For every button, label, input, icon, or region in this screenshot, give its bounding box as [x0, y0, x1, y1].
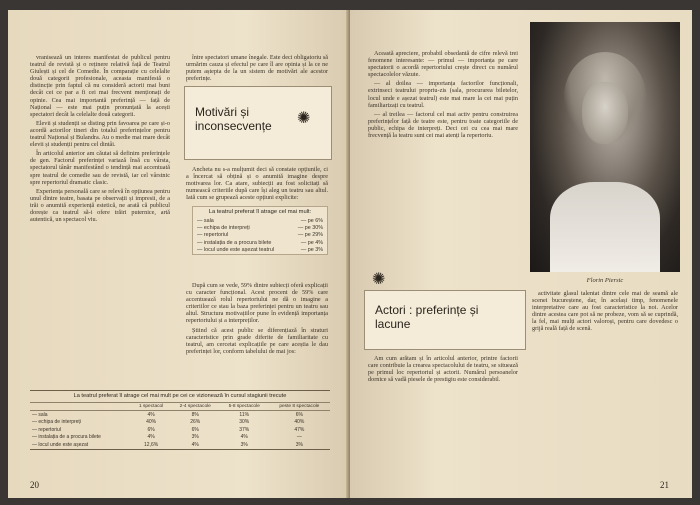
table-row: — echipa de interpreți 40% 26% 30% 40%: [32, 419, 305, 425]
paragraph: activitate glasul talentat dintre cele mai de seamă ale scenei bucureștene, dar, în același timp, fenomenele interpretative care au fost caracteristice la noi. Acelor dintre acestea care pot să ne probeze, vom să se cuprindă, la fel, mai mulți actori valoroși, pentru care dovedesc o grijă reală față de scenă.: [532, 290, 678, 333]
table-row: — locul unde este așezat 12,6% 4% 3% 3%: [32, 441, 303, 448]
actori-title: Actori : preferințe și lacune: [375, 303, 479, 331]
motivari-heading-box: [184, 86, 332, 160]
table-row: — sala 4% 8% 11% 6%: [32, 411, 303, 418]
right-page: [350, 10, 692, 498]
table-row: — locul unde este așezat teatrul — pe 3%: [197, 246, 323, 253]
photo-caption: Florin Piersic: [586, 277, 624, 284]
frequency-table-title: La teatrul preferat îl atrage cel mai mult pe cei ce vizionează în cursul stagiunii trecute: [73, 393, 287, 399]
left-page: [8, 10, 350, 498]
left-column-2b: [186, 166, 328, 203]
photo-shirt: [550, 182, 660, 272]
left-column-2: [186, 54, 328, 84]
frequency-table-grid: 1 spectacol 2-4 spectacole 5-8 spectacole peste 8 spectacole — sala 4% 8% 11% 6% — echipa de interpreți 40% 26% 30% 40% — repertoriul 6% 6% 37% 47% — instalația de a procura bilete 4% 3% 4% — — locul unde este așezat 12,6% 4% 3% 3%: [30, 402, 330, 449]
paragraph: Știind că acest public se diferențiază în straturi caracteristice prin grade diferite de familiaritate cu teatrul, am cercetat explicațiile pe care aceștia le dau preferinței lor, conform tabelului de mai jos:: [186, 326, 328, 355]
left-column-1: [30, 54, 170, 225]
right-column-2: [532, 290, 678, 335]
page-number-right: 21: [660, 480, 669, 490]
paragraph: — al doilea — importanța factorilor funcționali, extrinseci teatrului propriu-zis (sala, procurarea biletelor, locul unde e așezat teatrul) este mai mare la cei mai puțin familiarizați cu teatrul.: [368, 80, 518, 109]
preference-table: [192, 206, 328, 255]
table-row: — echipa de interpreți — pe 30%: [197, 225, 323, 232]
actor-photo: [530, 22, 680, 272]
right-column-1: [368, 50, 518, 141]
book-spread: [8, 10, 692, 498]
paragraph: — al treilea — factorul cel mai activ pentru construirea preferințelor față de teatre este, pentru toate categoriile de public, echipa de interpreți. Deci cei cu cea mai mare frecvență la teatru sunt cei mai atenți la repertoriu.: [368, 110, 518, 140]
paragraph: După cum se vede, 59% dintre subiecți oferă explicații cu caracter funcțional. Acest procent de 59% care accentuează rolul repertoriului ne dă o imagine a criteriilor ce stau la baza preferinței pentru un teatru sau altul. Structura motivațiilor pune în evidență importanța repertoriului și a interpreților.: [186, 282, 328, 325]
table-row: — sala — pe 6%: [197, 218, 323, 224]
table-row: — repertoriul 6% 6% 37% 47%: [32, 426, 305, 433]
table-row: — instalația de a procura bilete — pe 4%: [197, 239, 323, 246]
sun-ornament-icon: ✺: [372, 271, 386, 288]
paragraph: Elevii și studenții se disting prin favoarea pe care și-o acordă actorilor tineri din totalul preferințelor pentru teatrul Național și Bulandra. Au o medie mai mare decât elevii și studenții pentru cel dintâi.: [30, 119, 170, 149]
paragraph: Ancheta nu s-a mulțumit deci să constate opțiunile, ci a încercat să obțină și o anumită imagine despre motivarea lor. Ca atare, subiecții au fost solicitați să numească criteriile după care își aleg un teatru sau altul. Iată cum se grupează aceste opțiuni explicite:: [186, 166, 328, 202]
left-column-2c: [186, 282, 328, 357]
actori-heading-box: [364, 290, 526, 350]
table-row: — instalația de a procura bilete 4% 3% 4% —: [32, 434, 302, 440]
paragraph: vranisează un interes manifestat de publicul pentru teatrul de revistă și o reținere relativă față de Teatrul Giulești și cel de Comedie. În comparație cu celelalte două categorii profesionale, aceasta manifestă o distincție prin faptul că nu consideră actorii mai buni decât cei ce par a fi cei mai frecvent menționați de opinie. Cea mai importantă preferință — față de Național — este mai puțin pronunțată la acești spectatori decât la celelalte două categorii.: [30, 54, 170, 118]
table-row: — repertoriul — pe 29%: [197, 232, 323, 239]
right-column-1b: [368, 355, 518, 385]
frequency-table: [30, 390, 330, 450]
motivari-title: Motivări și inconsecvențe: [195, 105, 272, 133]
paragraph: În articolul anterior am căutat să definim preferințele de gen. Factorul preferinței variază însă cu vârsta, spectatorul tânăr manifestând o tendință mai accentuată spre teatrul de comedie sau de revistă, iar cel vârstnic spre repertoriul dramatic clasic.: [30, 150, 170, 186]
preference-table-header: La teatrul preferat îl atrage cel mai mult:: [208, 209, 312, 215]
sun-ornament-icon: ✺: [297, 110, 311, 127]
photo-face: [582, 82, 628, 144]
paragraph: între spectatori umane înegale. Este deci obligatoriu să urmărim cauza și efectul pe care îl are opinia și la ce ne putem aștepta de la un sistem de motivări ale acestor preferințe.: [186, 54, 328, 83]
page-number-left: 20: [30, 480, 39, 490]
paragraph: Această apreciere, probabil obsedantă de cifre relevă trei fenomene interesante: — primul — importanța pe care spectatorii o acordă repertoriului crește direct cu numărul spectacolelor văzute.: [368, 50, 518, 79]
paragraph: Am cum arătam și în articolul anterior, printre factorii care contribuie la crearea spectacolului de teatru, se situează pe primul loc repertoriul și actorii. Numărul persoanelor dornice să vadă piesele de prestigiu este considerabil.: [368, 355, 518, 384]
paragraph: Experiența personală care se relevă în opțiunea pentru unul dintre teatre, basata pe observații și impresii, de a trăi o anumită experiență estetică, ne arată că publicul dorește ca teatrul să-i ofere trăiri puternice, artă autentică, un spectacol viu.: [30, 187, 170, 224]
